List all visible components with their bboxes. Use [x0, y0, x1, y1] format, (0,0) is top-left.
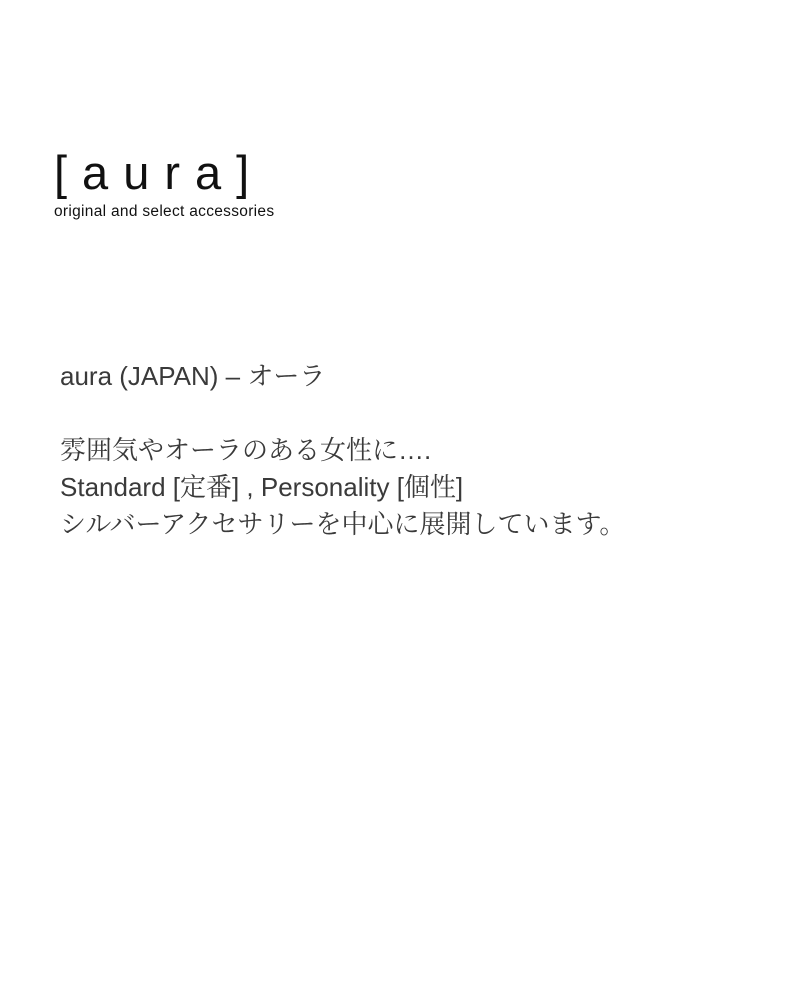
brand-description — [60, 358, 625, 543]
brand-logo-text: [aura] — [54, 146, 265, 199]
brand-logo-tagline: original and select accessories — [54, 203, 275, 221]
description-line: 雰囲気やオーラのある女性に…. — [60, 435, 432, 465]
description-line: シルバーアクセサリーを中心に展開しています。 — [60, 509, 626, 539]
description-line: Standard [定番] , Personality [個性] — [60, 472, 464, 502]
brand-title: aura (JAPAN) – オーラ — [60, 361, 326, 391]
brand-logo — [54, 146, 274, 221]
